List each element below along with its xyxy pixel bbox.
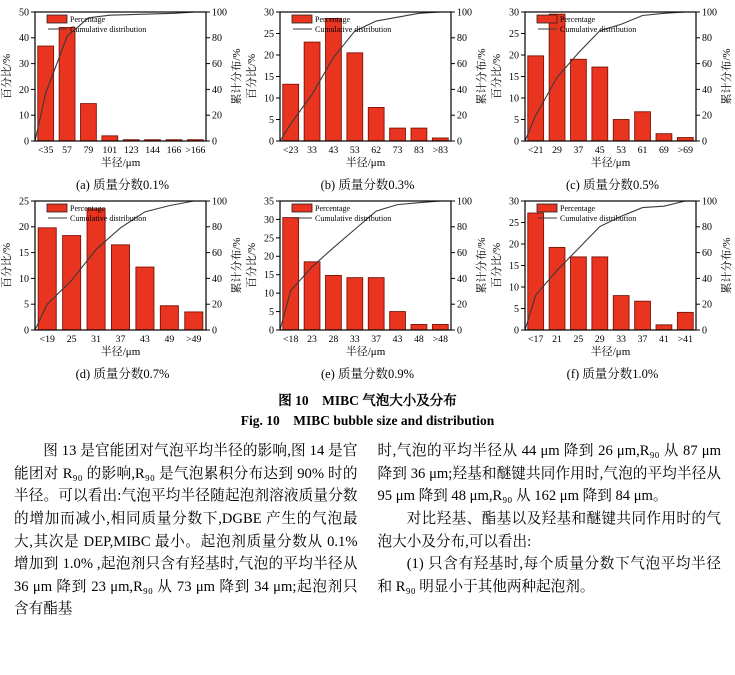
svg-text:100: 100 bbox=[702, 196, 717, 208]
svg-text:累计分布/%: 累计分布/% bbox=[231, 48, 243, 105]
chart-c-subcaption: (c) 质量分数0.5% bbox=[565, 178, 660, 192]
chart-b-canvas bbox=[245, 6, 490, 174]
chart-d bbox=[0, 195, 245, 382]
svg-text:20: 20 bbox=[264, 50, 274, 62]
svg-text:0: 0 bbox=[702, 325, 707, 337]
svg-text:Cumulative distribution: Cumulative distribution bbox=[560, 25, 637, 34]
svg-text:15: 15 bbox=[19, 248, 29, 259]
svg-text:5: 5 bbox=[514, 114, 519, 126]
svg-text:累计分布/%: 累计分布/% bbox=[721, 237, 733, 294]
svg-text:144: 144 bbox=[145, 145, 160, 156]
svg-text:23: 23 bbox=[307, 334, 317, 345]
svg-text:30: 30 bbox=[264, 214, 274, 226]
text-column-right bbox=[378, 440, 722, 621]
svg-text:0: 0 bbox=[212, 136, 217, 148]
svg-text:31: 31 bbox=[91, 334, 101, 345]
svg-text:10: 10 bbox=[19, 273, 29, 285]
svg-text:百分比/%: 百分比/% bbox=[1, 242, 13, 289]
svg-text:62: 62 bbox=[371, 145, 382, 156]
svg-text:80: 80 bbox=[457, 33, 467, 45]
svg-text:40: 40 bbox=[212, 273, 222, 285]
svg-text:<21: <21 bbox=[528, 145, 544, 156]
svg-text:30: 30 bbox=[509, 196, 519, 208]
svg-text:35: 35 bbox=[264, 196, 274, 208]
svg-text:45: 45 bbox=[594, 145, 605, 156]
svg-text:80: 80 bbox=[212, 222, 222, 234]
svg-text:5: 5 bbox=[269, 114, 274, 126]
svg-text:半径/μm: 半径/μm bbox=[590, 346, 631, 358]
chart-e bbox=[245, 195, 490, 382]
svg-text:25: 25 bbox=[264, 233, 274, 245]
svg-text:15: 15 bbox=[509, 71, 519, 83]
svg-text:40: 40 bbox=[702, 84, 712, 96]
chart-d-canvas bbox=[0, 195, 245, 363]
svg-text:20: 20 bbox=[509, 50, 519, 62]
svg-text:0: 0 bbox=[514, 136, 519, 148]
svg-text:30: 30 bbox=[264, 7, 274, 19]
svg-text:0: 0 bbox=[457, 325, 462, 337]
svg-text:101: 101 bbox=[102, 145, 118, 156]
chart-d-subcaption: (d) 质量分数0.7% bbox=[75, 367, 170, 381]
svg-text:60: 60 bbox=[212, 248, 222, 259]
svg-text:累计分布/%: 累计分布/% bbox=[476, 48, 488, 105]
svg-text:28: 28 bbox=[328, 334, 339, 345]
figure-10-grid bbox=[0, 6, 735, 382]
chart-a-canvas bbox=[0, 6, 245, 174]
chart-a bbox=[0, 6, 245, 193]
svg-text:0: 0 bbox=[702, 136, 707, 148]
svg-text:Cumulative distribution: Cumulative distribution bbox=[70, 25, 147, 34]
svg-text:40: 40 bbox=[19, 33, 29, 45]
svg-text:37: 37 bbox=[371, 334, 382, 345]
svg-text:10: 10 bbox=[19, 110, 29, 122]
svg-text:5: 5 bbox=[514, 303, 519, 315]
chart-f-canvas bbox=[490, 195, 735, 363]
svg-text:73: 73 bbox=[392, 145, 403, 156]
figure-caption-en: Fig. 10 MIBC bubble size and distribution bbox=[240, 412, 495, 428]
svg-text:>48: >48 bbox=[432, 334, 448, 345]
svg-text:5: 5 bbox=[24, 299, 29, 311]
svg-text:80: 80 bbox=[702, 33, 712, 45]
chart-c-canvas bbox=[490, 6, 735, 174]
svg-text:20: 20 bbox=[702, 110, 712, 122]
svg-text:半径/μm: 半径/μm bbox=[100, 157, 141, 169]
svg-text:41: 41 bbox=[659, 334, 669, 345]
svg-text:>69: >69 bbox=[677, 145, 693, 156]
svg-text:Percentage: Percentage bbox=[70, 204, 106, 213]
chart-f bbox=[490, 195, 735, 382]
svg-text:50: 50 bbox=[19, 7, 29, 19]
chart-b bbox=[245, 6, 490, 193]
svg-text:15: 15 bbox=[264, 270, 274, 282]
svg-text:Percentage: Percentage bbox=[560, 204, 596, 213]
svg-text:>83: >83 bbox=[432, 145, 448, 156]
svg-text:37: 37 bbox=[573, 145, 584, 156]
svg-text:25: 25 bbox=[66, 334, 77, 345]
svg-text:53: 53 bbox=[616, 145, 627, 156]
svg-text:半径/μm: 半径/μm bbox=[345, 157, 386, 169]
svg-text:20: 20 bbox=[264, 251, 274, 263]
paragraph: 图 13 是官能团对气泡平均半径的影响,图 14 是官能团对 R₉₀ 的影响,R₉₀ 是气泡累积分布达到 90% 时的半径。可以看出:气泡平均半径随起泡剂溶液质量分数的增加而减小,相同质量分数下,DGBE 产生的气泡最大,其次是 DEP,MIBC 最小。起泡剂质量分数从 0.1% 增加到 1.0% ,起泡剂只含有羟基时,气泡的平均半径从 36 μm 降到 23 μm,R₉₀ 从 73 μm 降到 34 μm;起泡剂只含有酯基 bbox=[14, 443, 358, 618]
svg-text:53: 53 bbox=[349, 145, 360, 156]
svg-text:123: 123 bbox=[123, 145, 139, 156]
svg-text:Percentage: Percentage bbox=[315, 15, 351, 24]
svg-text:33: 33 bbox=[307, 145, 317, 156]
svg-text:累计分布/%: 累计分布/% bbox=[721, 48, 733, 105]
svg-text:Percentage: Percentage bbox=[70, 15, 106, 24]
chart-a-subcaption: (a) 质量分数0.1% bbox=[75, 178, 170, 192]
svg-text:<35: <35 bbox=[38, 145, 54, 156]
svg-text:20: 20 bbox=[212, 299, 222, 311]
svg-text:61: 61 bbox=[637, 145, 648, 156]
svg-text:20: 20 bbox=[19, 84, 29, 96]
svg-text:100: 100 bbox=[457, 196, 472, 208]
text-column-left bbox=[14, 440, 358, 621]
svg-text:43: 43 bbox=[328, 145, 339, 156]
svg-text:累计分布/%: 累计分布/% bbox=[231, 237, 243, 294]
svg-text:25: 25 bbox=[509, 217, 519, 229]
svg-text:20: 20 bbox=[19, 222, 29, 234]
svg-text:43: 43 bbox=[392, 334, 403, 345]
svg-text:20: 20 bbox=[457, 110, 467, 122]
svg-text:10: 10 bbox=[509, 93, 519, 105]
svg-text:0: 0 bbox=[514, 325, 519, 337]
svg-text:5: 5 bbox=[269, 306, 274, 318]
figure-caption bbox=[0, 391, 735, 430]
svg-text:37: 37 bbox=[115, 334, 126, 345]
chart-f-subcaption: (f) 质量分数1.0% bbox=[566, 367, 659, 381]
svg-text:30: 30 bbox=[509, 7, 519, 19]
svg-text:25: 25 bbox=[19, 196, 29, 208]
svg-text:百分比/%: 百分比/% bbox=[1, 53, 13, 100]
svg-text:37: 37 bbox=[637, 334, 648, 345]
svg-text:80: 80 bbox=[702, 222, 712, 234]
svg-text:<17: <17 bbox=[528, 334, 544, 345]
svg-text:21: 21 bbox=[552, 334, 562, 345]
svg-text:15: 15 bbox=[509, 260, 519, 272]
svg-text:0: 0 bbox=[24, 325, 29, 337]
svg-text:0: 0 bbox=[212, 325, 217, 337]
svg-text:83: 83 bbox=[414, 145, 424, 156]
svg-text:40: 40 bbox=[457, 273, 467, 285]
svg-text:30: 30 bbox=[19, 59, 29, 70]
svg-text:>166: >166 bbox=[185, 145, 206, 156]
svg-text:半径/μm: 半径/μm bbox=[590, 157, 631, 169]
chart-e-subcaption: (e) 质量分数0.9% bbox=[320, 367, 415, 381]
svg-text:15: 15 bbox=[264, 71, 274, 83]
svg-text:<23: <23 bbox=[283, 145, 299, 156]
svg-text:60: 60 bbox=[457, 59, 467, 70]
svg-text:100: 100 bbox=[702, 7, 717, 19]
svg-text:60: 60 bbox=[212, 59, 222, 70]
svg-text:20: 20 bbox=[702, 299, 712, 311]
svg-text:Cumulative distribution: Cumulative distribution bbox=[560, 214, 637, 223]
svg-text:33: 33 bbox=[349, 334, 360, 345]
svg-text:25: 25 bbox=[573, 334, 584, 345]
svg-text:20: 20 bbox=[212, 110, 222, 122]
svg-text:<18: <18 bbox=[283, 334, 299, 345]
svg-text:25: 25 bbox=[264, 28, 274, 40]
svg-text:48: 48 bbox=[414, 334, 424, 345]
svg-text:>41: >41 bbox=[677, 334, 693, 345]
svg-text:57: 57 bbox=[62, 145, 72, 156]
svg-text:40: 40 bbox=[702, 273, 712, 285]
svg-text:80: 80 bbox=[457, 222, 467, 234]
svg-text:Cumulative distribution: Cumulative distribution bbox=[70, 214, 147, 223]
svg-text:25: 25 bbox=[509, 28, 519, 40]
svg-text:33: 33 bbox=[616, 334, 627, 345]
svg-text:166: 166 bbox=[166, 145, 182, 156]
svg-text:79: 79 bbox=[83, 145, 94, 156]
chart-e-canvas bbox=[245, 195, 490, 363]
svg-text:29: 29 bbox=[552, 145, 562, 156]
svg-text:半径/μm: 半径/μm bbox=[345, 346, 386, 358]
svg-text:20: 20 bbox=[509, 239, 519, 251]
svg-text:半径/μm: 半径/μm bbox=[100, 346, 141, 358]
svg-text:0: 0 bbox=[269, 136, 274, 148]
chart-b-subcaption: (b) 质量分数0.3% bbox=[320, 178, 415, 192]
svg-text:0: 0 bbox=[269, 325, 274, 337]
chart-c bbox=[490, 6, 735, 193]
svg-text:49: 49 bbox=[164, 334, 175, 345]
figure-caption-zh: 图 10 MIBC 气泡大小及分布 bbox=[278, 393, 457, 408]
svg-text:百分比/%: 百分比/% bbox=[491, 53, 503, 100]
svg-text:0: 0 bbox=[457, 136, 462, 148]
svg-text:29: 29 bbox=[594, 334, 605, 345]
svg-text:60: 60 bbox=[457, 248, 467, 259]
svg-text:69: 69 bbox=[659, 145, 669, 156]
svg-text:100: 100 bbox=[457, 7, 472, 19]
svg-text:Percentage: Percentage bbox=[315, 204, 351, 213]
svg-text:Cumulative distribution: Cumulative distribution bbox=[315, 25, 392, 34]
svg-text:<19: <19 bbox=[39, 334, 55, 345]
svg-text:百分比/%: 百分比/% bbox=[491, 242, 503, 289]
svg-text:>49: >49 bbox=[186, 334, 202, 345]
svg-text:百分比/%: 百分比/% bbox=[246, 242, 258, 289]
svg-text:Cumulative distribution: Cumulative distribution bbox=[315, 214, 392, 223]
svg-text:60: 60 bbox=[702, 59, 712, 70]
svg-text:20: 20 bbox=[457, 299, 467, 311]
svg-text:累计分布/%: 累计分布/% bbox=[476, 237, 488, 294]
svg-text:100: 100 bbox=[212, 7, 227, 19]
svg-text:80: 80 bbox=[212, 33, 222, 45]
svg-text:60: 60 bbox=[702, 248, 712, 259]
svg-text:Percentage: Percentage bbox=[560, 15, 596, 24]
svg-text:0: 0 bbox=[24, 136, 29, 148]
svg-text:100: 100 bbox=[212, 196, 227, 208]
body-text bbox=[0, 430, 735, 621]
svg-text:40: 40 bbox=[212, 84, 222, 96]
svg-text:10: 10 bbox=[509, 282, 519, 294]
paragraph: (1) 只含有羟基时,每个质量分数下气泡平均半径和 R₉₀ 明显小于其他两种起泡剂。 bbox=[377, 556, 721, 595]
svg-text:10: 10 bbox=[264, 93, 274, 105]
svg-text:10: 10 bbox=[264, 288, 274, 300]
svg-text:43: 43 bbox=[140, 334, 150, 345]
svg-text:40: 40 bbox=[457, 84, 467, 96]
paragraph: 对比羟基、酯基以及羟基和醚键共同作用时的气泡大小及分布,可以看出: bbox=[377, 510, 721, 550]
paragraph: 时,气泡的平均半径从 44 μm 降到 26 μm,R₉₀ 从 87 μm 降到 36 μm;羟基和醚键共同作用时,气泡的平均半径从 95 μm 降到 48 μm,R₉₀ 从 162 μm 降到 84 μm。 bbox=[377, 443, 721, 505]
svg-text:百分比/%: 百分比/% bbox=[246, 53, 258, 100]
